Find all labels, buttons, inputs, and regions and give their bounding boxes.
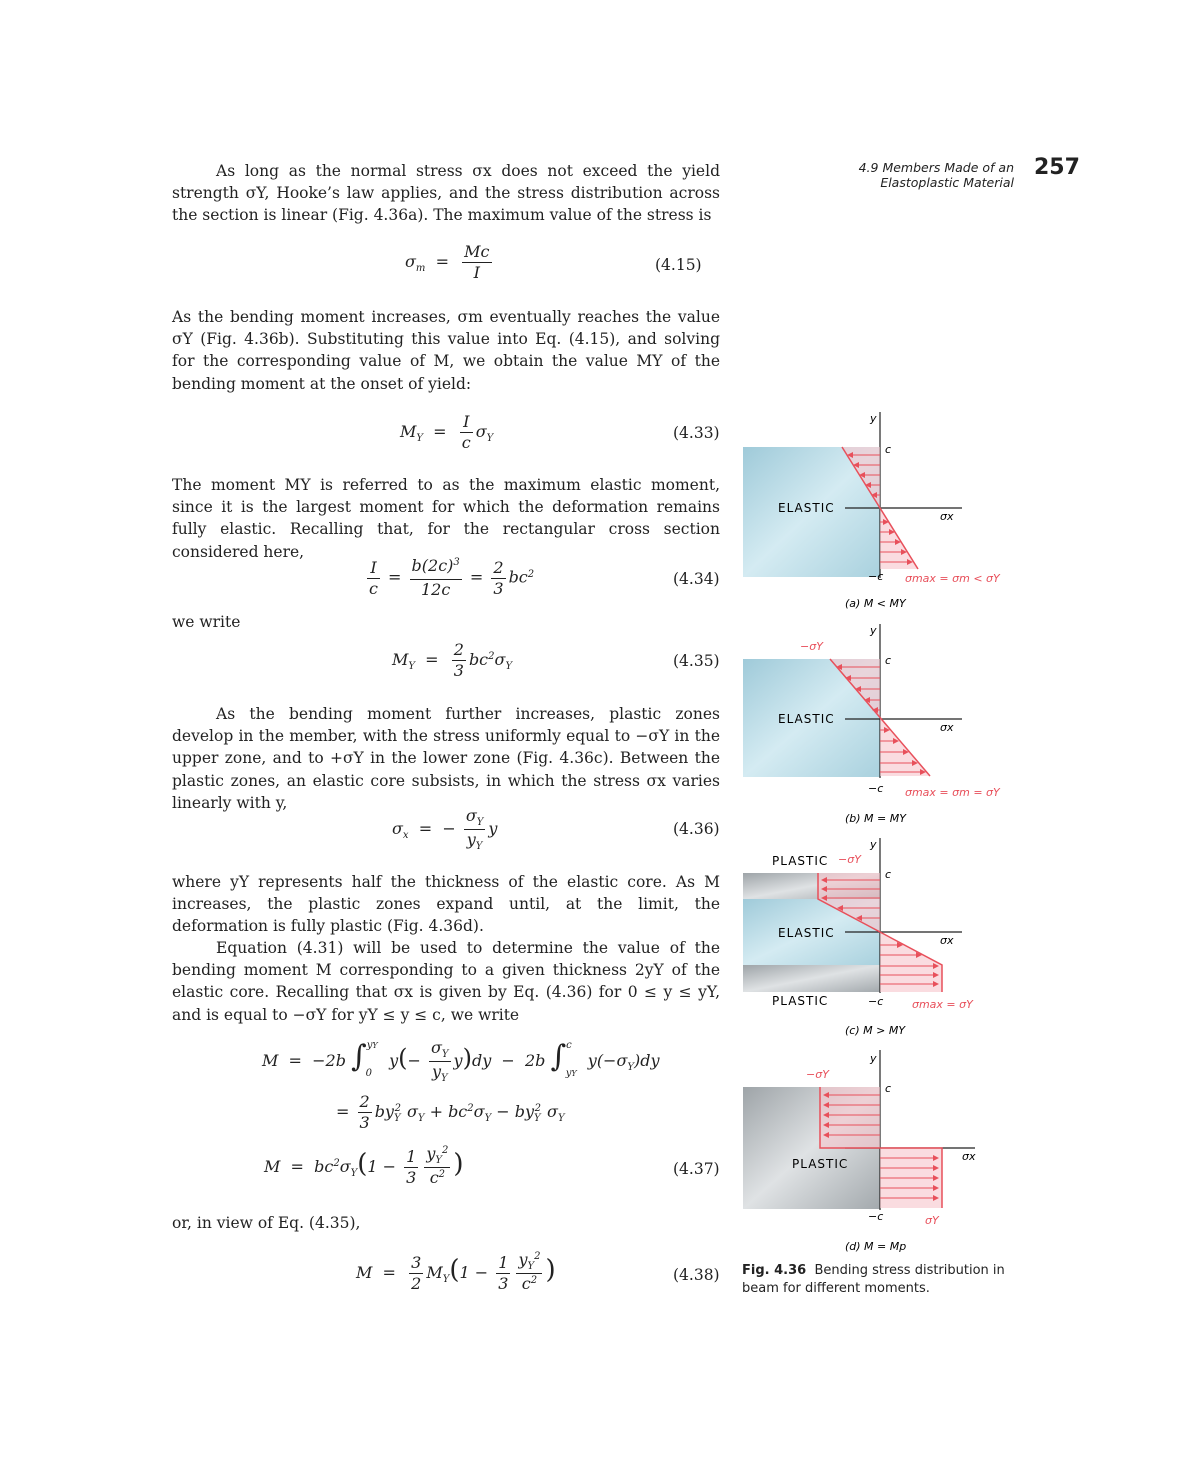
tick-minus-c: −c [868, 1210, 884, 1223]
panel-c [743, 838, 974, 1037]
panel-b [743, 624, 1001, 825]
equation-4-38: M = $\frac{3}{2}$ $M_Y(1$ − $\frac{1}{3}$ $\frac{y_Y^2}{c^2}$ ) [356, 1250, 556, 1293]
stress-label: σmax = σm < σY [905, 572, 1000, 585]
equation-number: (4.33) [673, 424, 720, 442]
running-header: 4.9 Members Made of an Elastoplastic Material [858, 160, 1014, 190]
paragraph-2: As the bending moment increases, σm eventually reaches the value σY (Fig. 4.36b). Substituting this value into Eq. (4.15), and solving for the corresponding value of M, we obtain the value MY of the bending moment at the onset of yield: [172, 308, 720, 393]
equation-4-36: $\sigma_x$ = − $\frac{\sigma_Y}{y_Y}$ y [392, 806, 498, 852]
axis-label-y: y [870, 624, 877, 637]
tick-minus-c: −c [868, 782, 884, 795]
stress-label-top: −σY [838, 853, 861, 866]
plastic-zone-bottom [743, 965, 880, 992]
tick-c: c [885, 1082, 892, 1095]
panel-label: (c) M > MY [845, 1024, 906, 1037]
axis-label-x: σx [940, 934, 954, 947]
tick-minus-c: −c [868, 570, 884, 583]
zone-label-bottom: PLASTIC [772, 994, 829, 1008]
axis-label-x: σx [940, 721, 954, 734]
equation-number: (4.37) [673, 1160, 720, 1178]
panel-label: (b) M = MY [845, 812, 906, 825]
stress-label: σmax = σY [912, 998, 973, 1011]
equation-number: (4.35) [673, 652, 720, 670]
axis-label-y: y [870, 412, 877, 425]
paragraph-1: As long as the normal stress σx does not exceed the yield strength σY, Hooke’s law applies, and the stress distribution across the section is linear (Fig. 4.36a). The maximum value of the stress is [172, 162, 720, 225]
equation-4-15: $\sigma_m$ = $\frac{Mc}{I}$ [405, 242, 490, 282]
stress-label: σY [925, 1214, 939, 1227]
panel-label: (d) M = Mp [845, 1240, 907, 1253]
axis-label-x: σx [940, 510, 954, 523]
stress-label: σmax = σm = σY [905, 786, 1000, 799]
equation-number: (4.38) [673, 1266, 720, 1284]
axis-label-y: y [870, 1052, 877, 1065]
axis-label-y: y [870, 838, 877, 851]
tick-c: c [885, 868, 892, 881]
paragraph-8: or, in view of Eq. (4.35), [172, 1214, 361, 1232]
paragraph-5: As the bending moment further increases, plastic zones develop in the member, with the stress uniformly equal to −σY in the upper zone, and to +σY in the lower zone (Fig. 4.36c). Between the plastic zones, an elastic core subsists, in which the stress σx varies linearly with y, [172, 705, 720, 812]
stress-label-top: −σY [800, 640, 823, 653]
axis-label-x: σx [962, 1150, 976, 1163]
tick-minus-c: −c [868, 995, 884, 1008]
zone-label-top: PLASTIC [772, 854, 829, 868]
paragraph-7: Equation (4.31) will be used to determine the value of the bending moment M corresponding to a given thickness 2yY of the elastic core. Recalling that σx is given by Eq. (4.36) for 0 ≤ y ≤ yY, and is equal to −σY for yY ≤ y ≤ c, we write [172, 939, 720, 1024]
tick-c: c [885, 654, 892, 667]
zone-label-mid: ELASTIC [778, 926, 835, 940]
zone-label: ELASTIC [778, 712, 835, 726]
caption-label: Fig. 4.36 [742, 1263, 807, 1278]
equation-number: (4.15) [655, 256, 702, 274]
equation-moment-integral: M = −2b ∫$^{yY}_0$ y(− $\frac{\sigma_Y}{y_Y}$ y)dy − 2b ∫$^c_{yY}$ $y(-\sigma_Y)dy$ [262, 1038, 660, 1084]
figure-caption [742, 1262, 1012, 1298]
paragraph-4: we write [172, 613, 241, 631]
panel-a [743, 412, 1001, 610]
paragraph-3: The moment MY is referred to as the maximum elastic moment, since it is the largest moment for which the deformation remains fully elastic. Recalling that, for the rectangular cross section considered here, [172, 476, 720, 561]
equation-number: (4.36) [673, 820, 720, 838]
zone-label: PLASTIC [792, 1157, 849, 1171]
equation-moment-expanded: = $\frac{2}{3}$ $by_Y^2$ $\sigma_Y + bc^2\sigma_Y - by_Y^2$ $\sigma_Y$ [336, 1092, 565, 1132]
equation-4-35: $M_Y$ = $\frac{2}{3}$ $bc^2\sigma_Y$ [392, 640, 513, 680]
stress-label-top: −σY [806, 1068, 829, 1081]
zone-label: ELASTIC [778, 501, 835, 515]
tick-c: c [885, 443, 892, 456]
caption-text: Bending stress distribution in beam for different moments. [742, 1263, 1005, 1296]
panel-label: (a) M < MY [845, 597, 906, 610]
panel-d [743, 1050, 976, 1253]
equation-4-37: $M = bc^2\sigma_Y(1$ − $\frac{1}{3}$ $\frac{y_Y^2}{c^2}$ ) [264, 1144, 464, 1187]
equation-4-33: $M_Y$ = $\frac{I}{c}$ $\sigma_Y$ [400, 412, 494, 452]
page-number: 257 [1034, 155, 1080, 180]
paragraph-6: where yY represents half the thickness of the elastic core. As M increases, the plastic zones expand until, at the limit, the deformation is fully plastic (Fig. 4.36d). [172, 873, 720, 936]
equation-number: (4.34) [673, 570, 720, 588]
equation-4-34: $\frac{I}{c}$ = $\frac{b(2c)^3}{12c}$ = $\frac{2}{3}$ $bc^2$ [369, 556, 535, 599]
